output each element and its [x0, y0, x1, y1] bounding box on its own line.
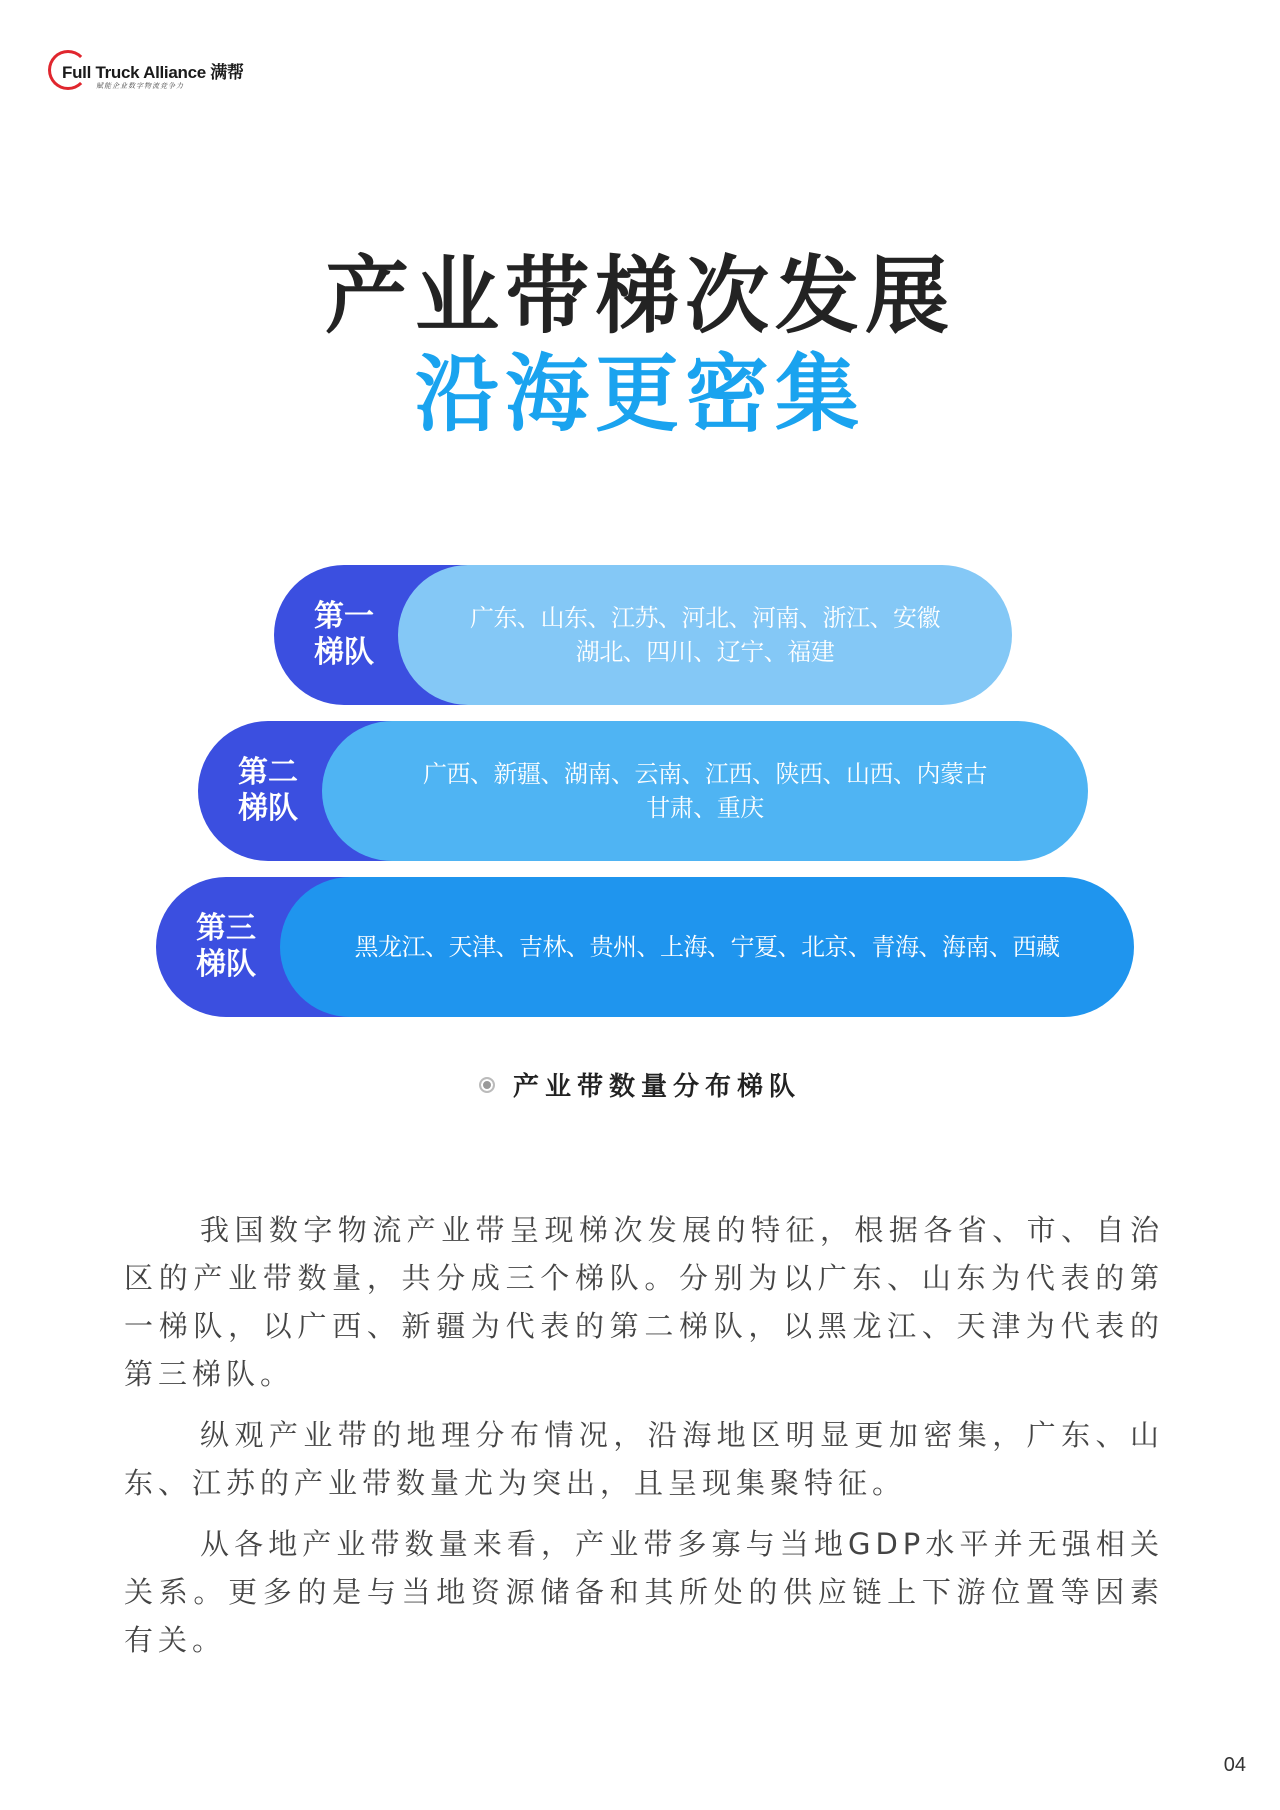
paragraph-1: 我国数字物流产业带呈现梯次发展的特征，根据各省、市、自治区的产业带数量，共分成三个梯队。分别为以广东、山东为代表的第一梯队，以广西、新疆为代表的第二梯队，以黑龙江、天津为代表的第三梯队。 — [124, 1213, 1164, 1391]
logo — [48, 48, 278, 98]
body-text — [124, 1206, 1164, 1677]
page-number: 04 — [1223, 1754, 1246, 1776]
figure-caption — [0, 1066, 1280, 1103]
tier-2-label — [238, 721, 298, 861]
paragraph-3: 从各地产业带数量来看，产业带多寡与当地GDP水平并无强相关关系。更多的是与当地资源储备和其所处的供应链上下游位置等因素有关。 — [124, 1527, 1164, 1657]
tier-2 — [198, 721, 1088, 861]
tier-1 — [274, 565, 1012, 705]
tier-3-provinces — [280, 877, 1134, 1017]
tier-2-provinces — [322, 721, 1088, 861]
page-title-line2: 沿海更密集 — [414, 345, 865, 443]
caption-text: 产业带数量分布梯队 — [512, 1072, 801, 1102]
tier-1-label-text: 第一 梯队 — [314, 599, 374, 670]
bullet-icon — [479, 1077, 495, 1093]
tier-1-label — [314, 565, 374, 705]
tier-1-provinces-line1: 广东、山东、江苏、河北、河南、浙江、安徽 — [470, 604, 940, 632]
paragraph-2: 纵观产业带的地理分布情况，沿海地区明显更加密集，广东、山东、江苏的产业带数量尤为突出，且呈现集聚特征。 — [124, 1418, 1164, 1500]
tier-2-provinces-line1: 广西、新疆、湖南、云南、江西、陕西、山西、内蒙古 — [423, 760, 987, 788]
tier-3-label — [196, 877, 256, 1017]
tier-1-provinces — [398, 565, 1012, 705]
tier-1-provinces-line2: 湖北、四川、辽宁、福建 — [575, 638, 835, 666]
tier-3-label-text: 第三 梯队 — [196, 911, 256, 982]
tier-2-provinces-line2: 甘肃、重庆 — [646, 794, 764, 822]
tier-3-provinces-line1: 黑龙江、天津、吉林、贵州、上海、宁夏、北京、青海、海南、西藏 — [354, 933, 1060, 961]
logo-tagline: 赋能企业数字物流竞争力 — [96, 82, 184, 90]
logo-name: Full Truck Alliance 满帮 — [62, 63, 244, 82]
page-title-line1: 产业带梯次发展 — [324, 247, 955, 345]
tier-3 — [156, 877, 1134, 1017]
tier-2-label-text: 第二 梯队 — [238, 755, 298, 826]
